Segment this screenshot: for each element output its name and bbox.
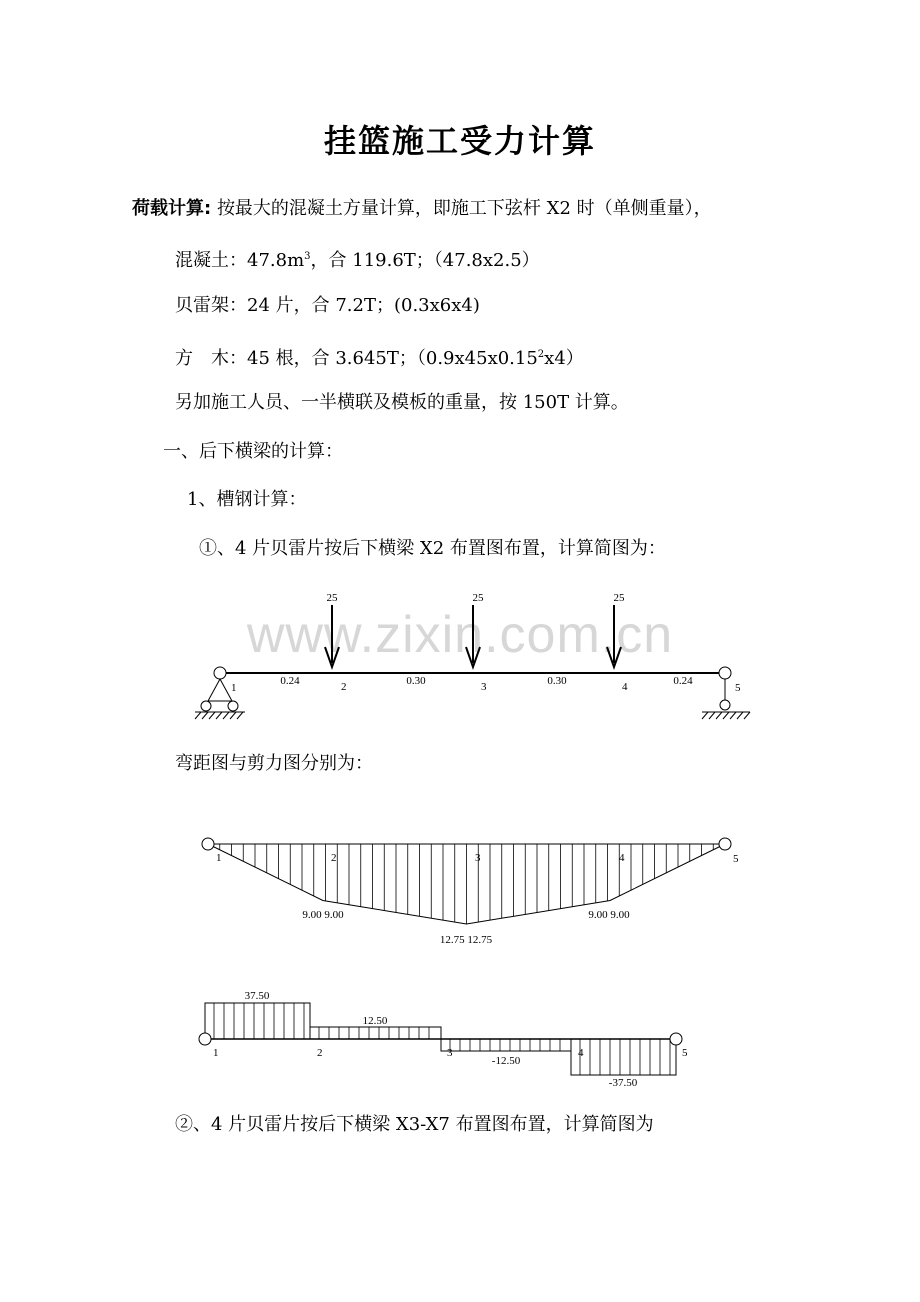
- span-label-2: 0.30: [406, 675, 426, 687]
- span-label-3: 0.30: [547, 675, 567, 687]
- extra-load-line: 另加施工人员、一半横联及模板的重量，按 150T 计算。: [175, 392, 629, 413]
- load-calc-text: 按最大的混凝土方量计算，即施工下弦杆 X2 时（单侧重量），: [216, 198, 712, 219]
- shear-node-label-2: 2: [317, 1047, 323, 1059]
- hatch-stroke: [202, 712, 208, 719]
- moment-data-label-4: 9.00 9.00: [588, 909, 630, 921]
- shear-left-support: [199, 1033, 211, 1045]
- shear-value-label-1: 37.50: [244, 990, 270, 1002]
- moment-hatching: [220, 844, 714, 924]
- left-support-leg: [208, 679, 220, 701]
- timber-label: 方 木: [175, 348, 229, 369]
- load-label-1: 25: [326, 592, 338, 604]
- shear-value-label-3: -12.50: [491, 1055, 521, 1067]
- timber-line: [175, 343, 584, 371]
- hatch-stroke: [230, 712, 236, 719]
- node-label-1: 1: [231, 682, 237, 694]
- load-label-3: 25: [613, 592, 625, 604]
- right-ground-hatch: [702, 712, 750, 719]
- moment-node-label-1: 1: [216, 852, 222, 864]
- concrete-text: 混凝土：47.8m: [175, 250, 305, 271]
- hatch-stroke: [723, 712, 729, 719]
- shear-node-label-4: 4: [578, 1047, 584, 1059]
- node-label-5: 5: [735, 682, 741, 694]
- right-roller: [720, 700, 730, 710]
- timber-superscript: 2: [537, 349, 545, 360]
- load-calc-paragraph: [132, 197, 712, 221]
- moment-right-support: [719, 838, 731, 850]
- shear-value-label-2: 12.50: [362, 1015, 388, 1027]
- node-label-4: 4: [622, 681, 628, 693]
- node-label-2: 2: [341, 681, 347, 693]
- diagrams-intro: 弯距图与剪力图分别为：: [175, 753, 373, 774]
- bending-moment-diagram: [0, 800, 920, 950]
- hatch-stroke: [702, 712, 708, 719]
- moment-node-label-2: 2: [331, 852, 337, 864]
- section-heading-1: 一、后下横梁的计算：: [163, 441, 343, 462]
- left-roller: [201, 701, 211, 711]
- left-hinge: [214, 667, 226, 679]
- span-label-1: 0.24: [280, 675, 300, 687]
- item-2-text: ②、4 片贝雷片按后下横梁 X3-X7 布置图布置，计算简图为: [175, 1114, 654, 1135]
- shear-node-label-3: 3: [447, 1047, 453, 1059]
- hatch-stroke: [730, 712, 736, 719]
- shear-bar: [441, 1039, 571, 1051]
- moment-left-support: [202, 838, 214, 850]
- watermark: www.zixin.com.cn: [246, 606, 674, 664]
- moment-node-label-3: 3: [475, 852, 481, 864]
- left-ground-hatch: [195, 712, 243, 719]
- hatch-stroke: [237, 712, 243, 719]
- shear-bar: [310, 1027, 441, 1039]
- timber-text: ：45 根，合 3.645T；（0.9x45x0.15: [229, 348, 538, 369]
- beam-calculation-diagram: [0, 585, 920, 725]
- shear-node-label-1: 1: [213, 1047, 219, 1059]
- bailey-line: 贝雷架：24 片，合 7.2T；(0.3x6x4): [175, 295, 480, 316]
- right-hinge: [719, 667, 731, 679]
- load-arrow-3: [607, 605, 621, 667]
- hatch-stroke: [744, 712, 750, 719]
- hatch-stroke: [709, 712, 715, 719]
- load-calc-label: 荷载计算: [132, 198, 204, 219]
- moment-node-label-4: 4: [619, 852, 625, 864]
- load-arrow-1: [325, 605, 339, 667]
- load-label-2: 25: [472, 592, 484, 604]
- concrete-superscript: 3: [304, 251, 311, 262]
- hatch-stroke: [195, 712, 201, 719]
- concrete-line: [175, 245, 540, 273]
- page-title: 挂篮施工受力计算: [323, 122, 596, 160]
- shear-force-diagram: [0, 985, 920, 1095]
- section-heading-1-1: 1、槽钢计算：: [187, 489, 307, 510]
- hatch-stroke: [209, 712, 215, 719]
- item-1-text: ①、4 片贝雷片按后下横梁 X2 布置图布置，计算简图为：: [199, 538, 666, 559]
- moment-data-label-2: 9.00 9.00: [302, 909, 344, 921]
- span-label-4: 0.24: [673, 675, 693, 687]
- shear-value-label-4: -37.50: [608, 1077, 638, 1089]
- shear-right-support: [670, 1033, 682, 1045]
- timber-tail: x4）: [544, 348, 584, 369]
- concrete-total: ，合 119.6T；（47.8x2.5）: [310, 250, 540, 271]
- left-roller: [228, 701, 238, 711]
- hatch-stroke: [716, 712, 722, 719]
- node-label-3: 3: [481, 681, 487, 693]
- moment-data-label-3: 12.75 12.75: [439, 934, 493, 946]
- load-calc-colon: :: [204, 198, 212, 219]
- hatch-stroke: [223, 712, 229, 719]
- moment-node-label-5: 5: [733, 853, 739, 865]
- hatch-stroke: [737, 712, 743, 719]
- shear-node-label-5: 5: [682, 1047, 688, 1059]
- hatch-stroke: [216, 712, 222, 719]
- load-arrow-2: [466, 605, 480, 667]
